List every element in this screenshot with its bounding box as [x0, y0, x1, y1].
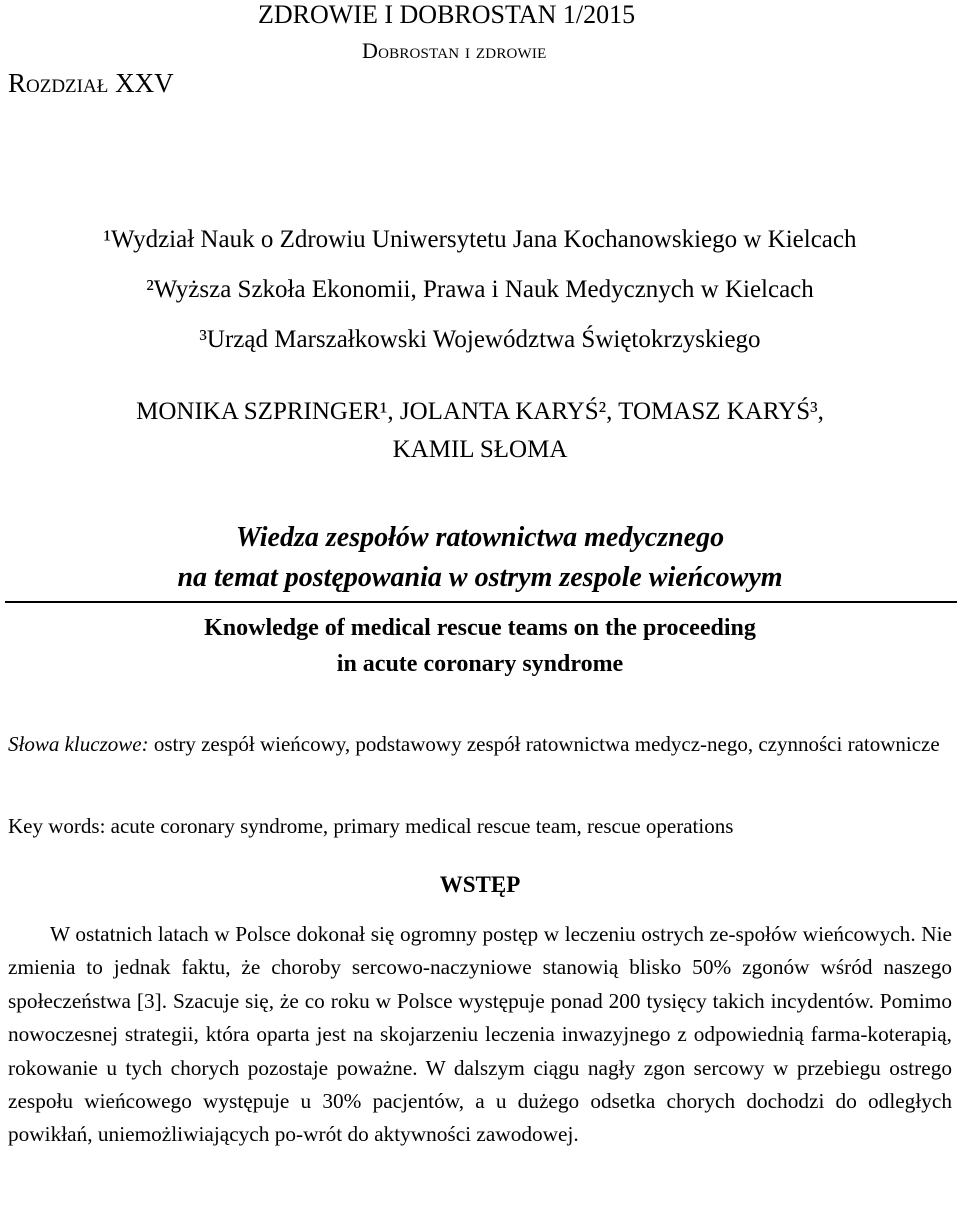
- keywords-polish: [8, 728, 952, 761]
- authors: [0, 393, 960, 469]
- title-english: [0, 610, 960, 682]
- affiliation-3: ³Urząd Marszałkowski Województwa Świętokrzyskiego: [199, 326, 761, 353]
- title-english-line-2: in acute coronary syndrome: [336, 651, 624, 677]
- intro-body: [8, 918, 952, 1152]
- keywords-english-text: acute coronary syndrome, primary medical rescue team, rescue operations: [110, 814, 734, 838]
- keywords-polish-text: ostry zespół wieńcowy, podstawowy zespół ratownictwa medycz-nego, czynności ratownicze: [153, 732, 940, 756]
- chapter-label: Rozdział XXV: [8, 68, 174, 98]
- keywords-english: [8, 810, 952, 843]
- affiliation-1: ¹Wydział Nauk o Zdrowiu Uniwersytetu Jana Kochanowskiego w Kielcach: [103, 226, 857, 253]
- title-polish: [0, 518, 960, 598]
- section-heading: WSTĘP: [439, 872, 521, 897]
- title-polish-line-2: na temat postępowania w ostrym zespole wieńcowym: [177, 562, 783, 593]
- title-english-line-1: Knowledge of medical rescue teams on the proceeding: [204, 615, 756, 641]
- keywords-english-label: Key words:: [8, 814, 106, 838]
- title-divider: [5, 601, 957, 603]
- authors-line-1: MONIKA SZPRINGER¹, JOLANTA KARYŚ², TOMASZ KARYŚ³,: [136, 398, 824, 425]
- series-title: Dobrostan i zdrowie: [362, 38, 547, 63]
- affiliation-2: ²Wyższa Szkoła Ekonomii, Prawa i Nauk Medycznych w Kielcach: [146, 276, 814, 303]
- keywords-polish-label: Słowa kluczowe:: [8, 732, 149, 756]
- affiliations: [0, 215, 960, 365]
- journal-title: ZDROWIE I DOBROSTAN 1/2015: [258, 0, 636, 29]
- authors-line-2: KAMIL SŁOMA: [392, 436, 568, 463]
- title-polish-line-1: Wiedza zespołów ratownictwa medycznego: [235, 522, 725, 553]
- intro-paragraph: W ostatnich latach w Polsce dokonał się ogromny postęp w leczeniu ostrych ze-społów wieńcowych. Nie zmienia to jednak faktu, że choroby sercowo-naczyniowe stanowią blisko 50% zgonów wśród naszego społeczeństwa [3]. Szacuje się, że co roku w Polsce występuje ponad 200 tysięcy takich incydentów. Pomimo nowoczesnej strategii, która oparta jest na skojarzeniu leczenia inwazyjnego z odpowiednią farma-koterapią, rokowanie u tych chorych pozostaje poważne. W dalszym ciągu nagły zgon sercowy w przebiegu ostrego zespołu wieńcowego występuje u 30% pacjentów, a u dużego odsetka chorych dochodzi do odległych powikłań, uniemożliwiających po-wrót do aktywności zawodowej.: [8, 922, 952, 1147]
